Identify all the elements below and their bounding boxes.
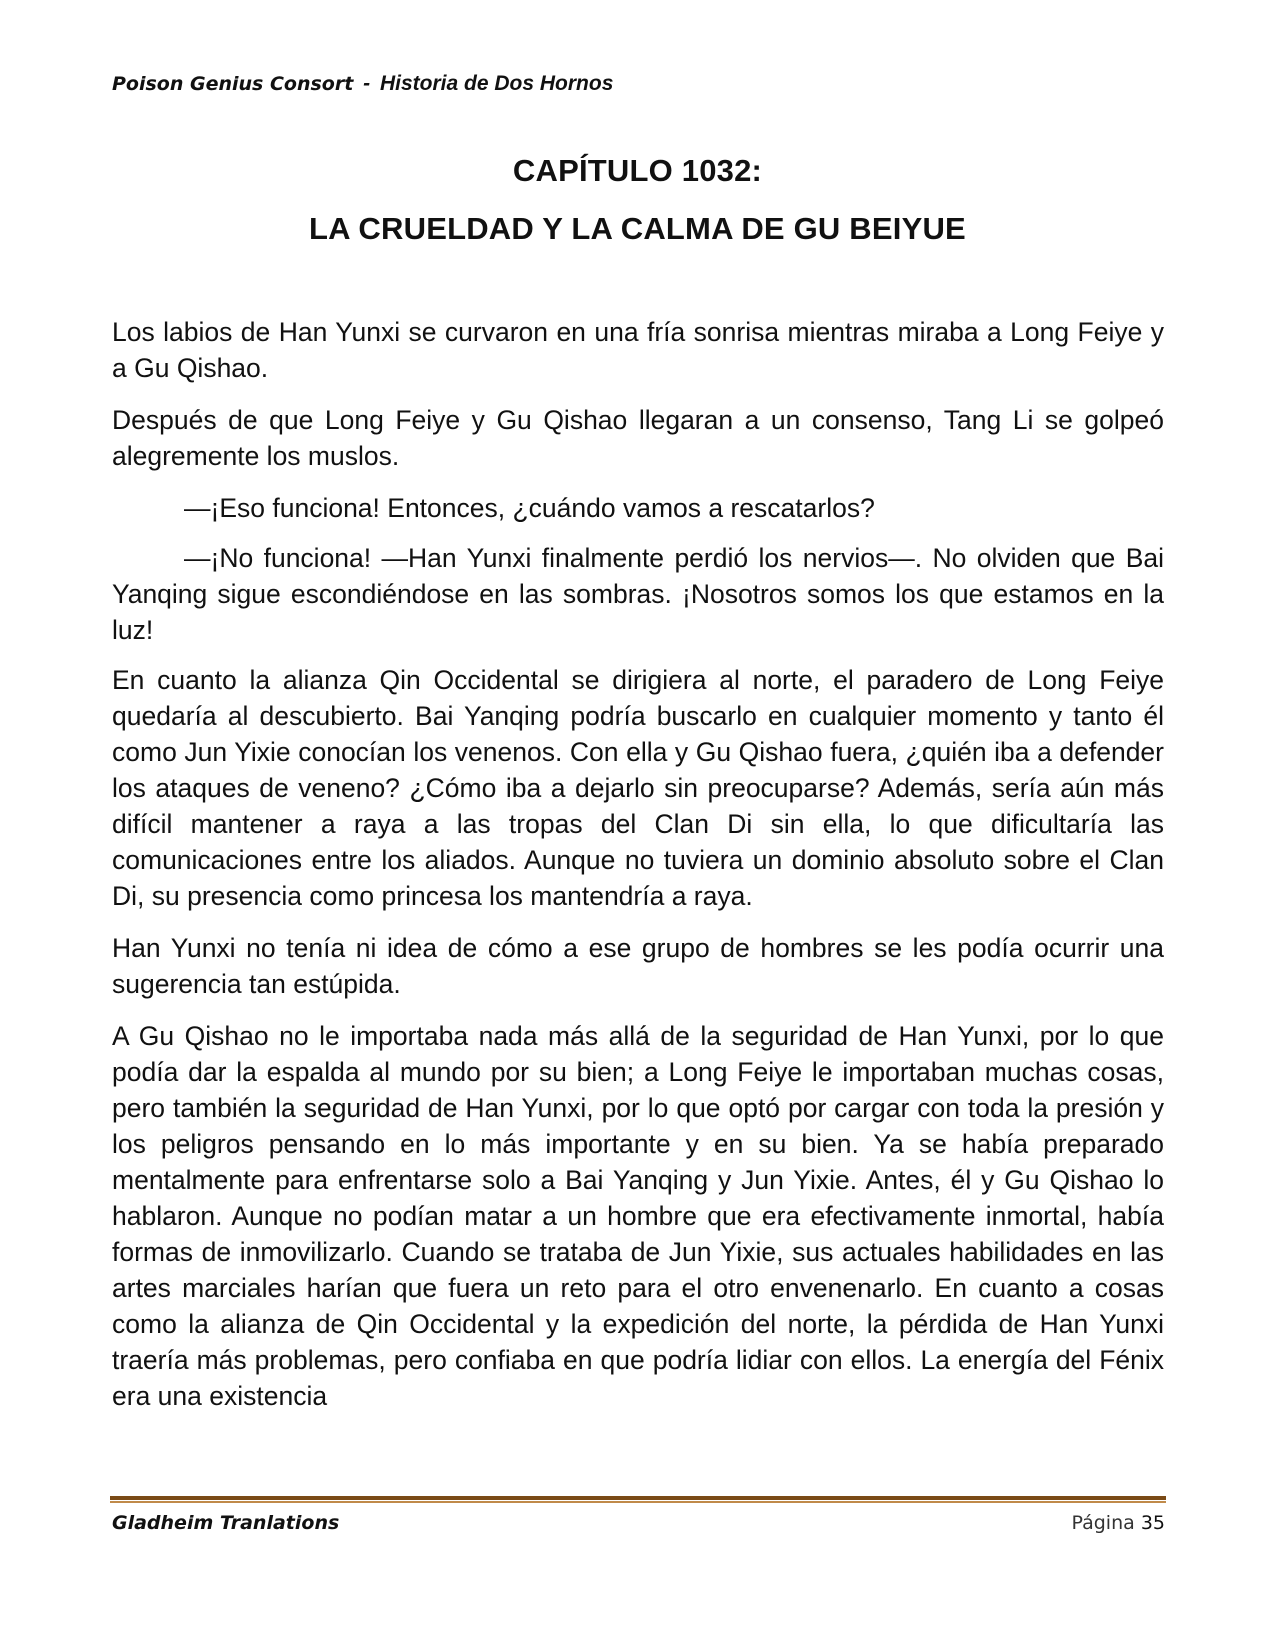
paragraph: A Gu Qishao no le importaba nada más allá de la seguridad de Han Yunxi, por lo que podía dar la espalda al mundo por su bien; a Long Feiye le importaban muchas cosas, pero también la seguridad de Han Yunxi, por lo que optó por cargar con toda la presión y los peligros pensando en lo más importante y en su bien. Ya se había preparado mentalmente para enfrentarse solo a Bai Yanqing y Jun Yixie. Antes, él y Gu Qishao lo hablaron. Aunque no podían matar a un hombre que era efectivamente inmortal, había formas de inmovilizarlo. Cuando se trataba de Jun Yixie, sus actuales habilidades en las artes marciales harían que fuera un reto para el otro envenenarlo. En cuanto a cosas como la alianza de Qin Occidental y la expedición del norte, la pérdida de Han Yunxi traería más problemas, pero confiaba en que podría lidiar con ellos. La energía del Fénix era una existencia bbox=[112, 1021, 1164, 1411]
dialogue-paragraph: —¡No funciona! —Han Yunxi finalmente perdió los nervios—. No olviden que Bai Yanqing sigue escondiéndose en las sombras. ¡Nosotros somos los que estamos en la luz! bbox=[112, 543, 1164, 645]
paragraph: Después de que Long Feiye y Gu Qishao llegaran a un consenso, Tang Li se golpeó alegremente los muslos. bbox=[112, 405, 1164, 471]
chapter-body bbox=[112, 314, 1164, 1430]
running-header bbox=[112, 72, 613, 96]
chapter-title: LA CRUELDAD Y LA CALMA DE GU BEIYUE bbox=[309, 211, 966, 246]
translator-credit: Gladheim Tranlations bbox=[112, 1512, 340, 1534]
footer-divider bbox=[110, 1496, 1166, 1503]
chapter-number: CAPÍTULO 1032: bbox=[512, 153, 763, 188]
dialogue-paragraph: —¡Eso funciona! Entonces, ¿cuándo vamos a rescatarlos? bbox=[184, 493, 875, 523]
page-label: Página bbox=[1071, 1512, 1135, 1534]
footer-divider-thick bbox=[110, 1496, 1166, 1500]
page-number: 35 bbox=[1140, 1512, 1165, 1534]
page-indicator bbox=[1071, 1512, 1165, 1534]
footer-divider-thin bbox=[110, 1501, 1166, 1503]
paragraph: Han Yunxi no tenía ni idea de cómo a ese grupo de hombres se les podía ocurrir una sugerencia tan estúpida. bbox=[112, 933, 1164, 999]
header-separator: - bbox=[363, 72, 371, 95]
arc-title: Historia de Dos Hornos bbox=[380, 72, 614, 95]
paragraph: Los labios de Han Yunxi se curvaron en una fría sonrisa mientras miraba a Long Feiye y a Gu Qishao. bbox=[112, 317, 1164, 383]
chapter-heading bbox=[0, 142, 1275, 258]
book-title: Poison Genius Consort bbox=[112, 73, 354, 95]
paragraph: En cuanto la alianza Qin Occidental se dirigiera al norte, el paradero de Long Feiye quedaría al descubierto. Bai Yanqing podría buscarlo en cualquier momento y tanto él como Jun Yixie conocían los venenos. Con ella y Gu Qishao fuera, ¿quién iba a defender los ataques de veneno? ¿Cómo iba a dejarlo sin preocuparse? Además, sería aún más difícil mantener a raya a las tropas del Clan Di sin ella, lo que dificultaría las comunicaciones entre los aliados. Aunque no tuviera un dominio absoluto sobre el Clan Di, su presencia como princesa los mantendría a raya. bbox=[112, 665, 1164, 911]
